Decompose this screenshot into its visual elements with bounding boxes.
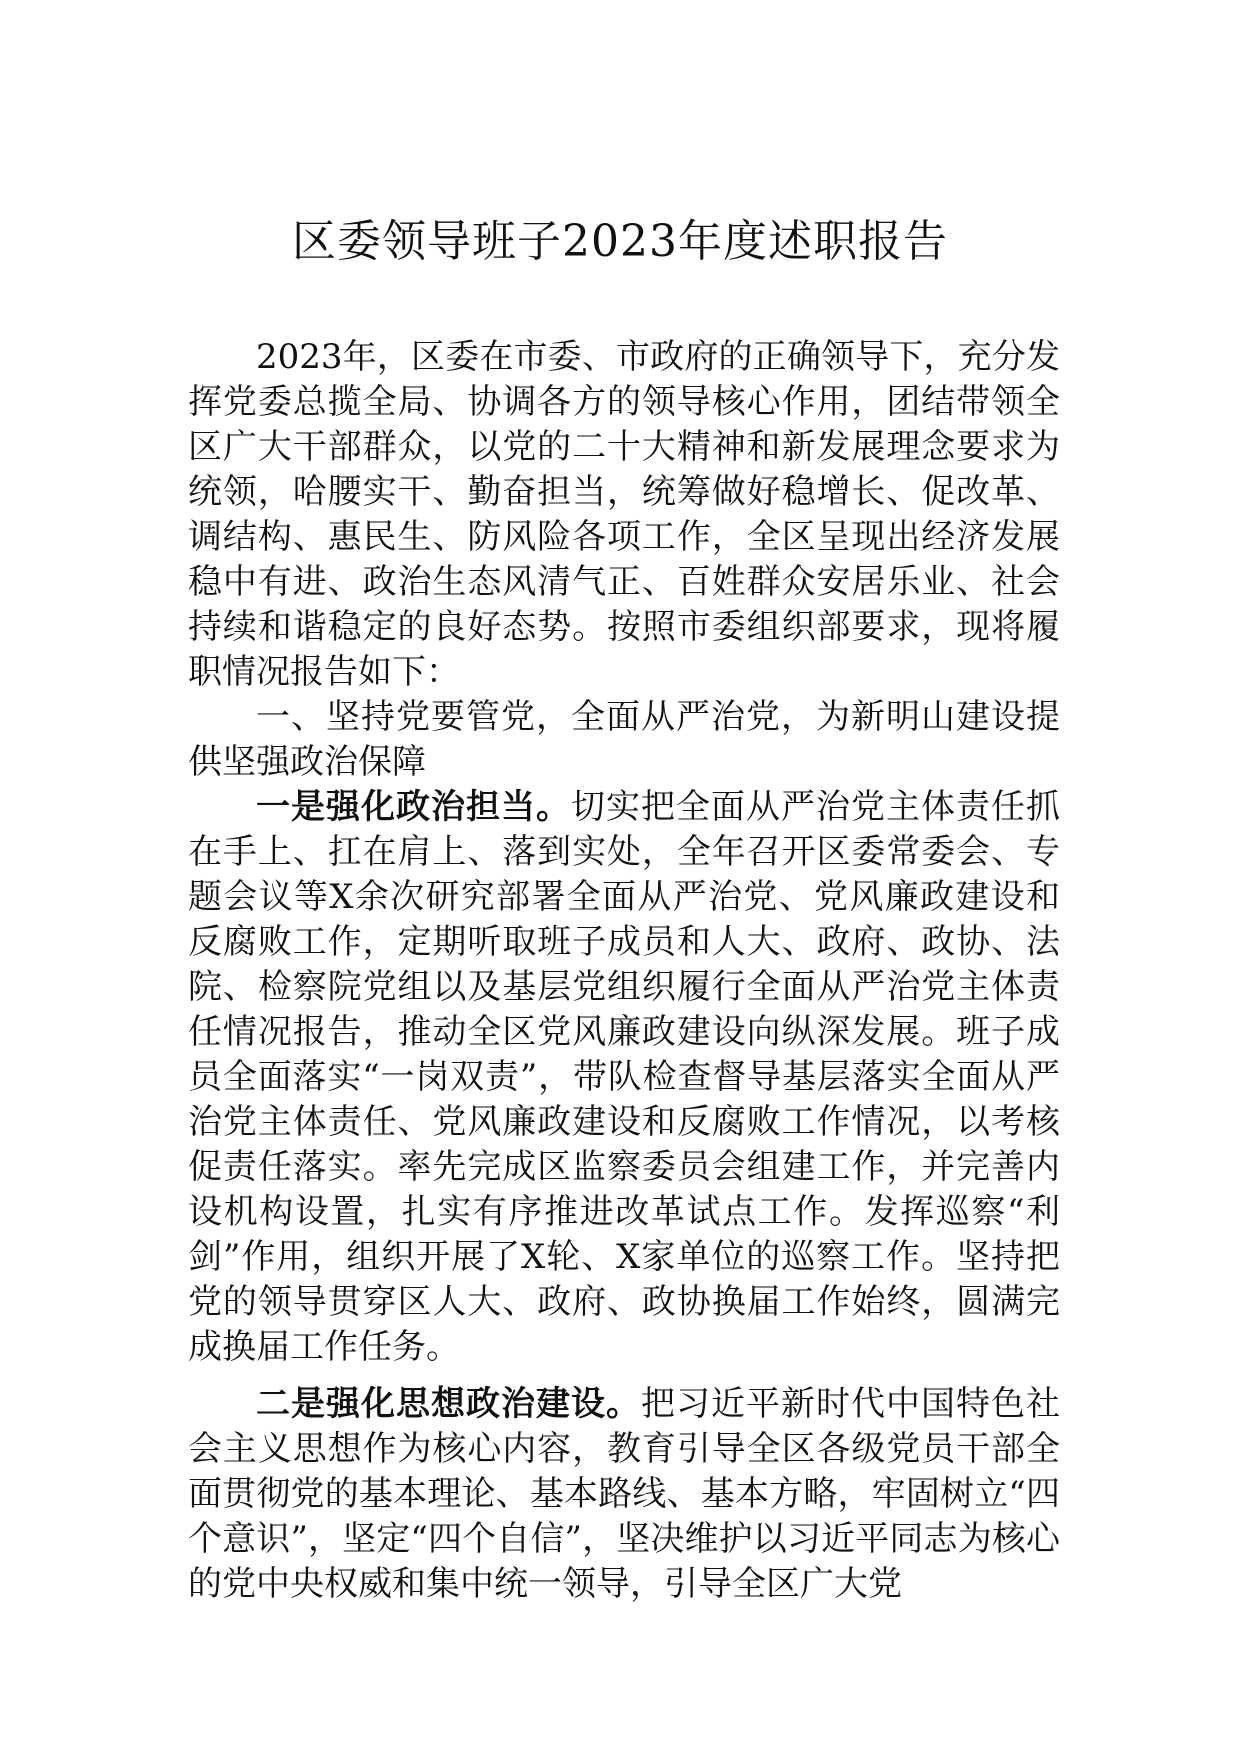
document-title: 区委领导班子2023年度述职报告 [292,216,948,267]
paragraph-text: 切实把全面从严治党主体责任抓在手上、扛在肩上、落到实处，全年召开区委常委会、专题会议等X余次研究部署全面从严治党、党风廉政建设和反腐败工作，定期听取班子成员和人大、政府、政协、法院、检察院党组以及基层党组织履行全面从严治党主体责任情况报告，推动全区党风廉政建设向纵深发展。班子成员全面落实“一岗双责”，带队检查督导基层落实全面从严治党主体责任、党风廉政建设和反腐败工作情况，以考核促责任落实。率先完成区监察委员会组建工作，并完善内设机构设置，扎实有序推进改革试点工作。发挥巡察“利剑”作用，组织开展了X轮、X家单位的巡察工作。坚持把党的领导贯穿区人大、政府、政协换届工作始终，圆满完成换届工作任务。 [188,787,1060,1367]
paragraph-text: 把习近平新时代中国特色社会主义思想作为核心内容，教育引导全区各级党员干部全面贯彻党的基本理论、基本路线、基本方略，牢固树立“四个意识”，坚定“四个自信”，坚决维护以习近平同志为核心的党中央权威和集中统一领导，引导全区广大党 [188,1384,1060,1604]
paragraph-lead: 一是强化政治担当。 [256,787,571,827]
paragraph-lead: 二是强化思想政治建设。 [256,1384,641,1424]
paragraph-intro [188,335,1060,695]
paragraph-political-responsibility [188,785,1060,1370]
paragraph-text: 一、坚持党要管党，全面从严治党，为新明山建设提供坚强政治保障 [188,697,1060,782]
paragraph-text: 2023年，区委在市委、市政府的正确领导下，充分发挥党委总揽全局、协调各方的领导核心作用，团结带领全区广大干部群众，以党的二十大精神和新发展理念要求为统领，哈腰实干、勤奋担当，统筹做好稳增长、促改革、调结构、惠民生、防风险各项工作，全区呈现出经济发展稳中有进、政治生态风清气正、百姓群众安居乐业、社会持续和谐稳定的良好态势。按照市委组织部要求，现将履职情况报告如下： [188,337,1060,692]
section-heading-1 [188,695,1060,785]
paragraph-ideological-building [188,1382,1060,1607]
document-body [188,335,1060,1607]
